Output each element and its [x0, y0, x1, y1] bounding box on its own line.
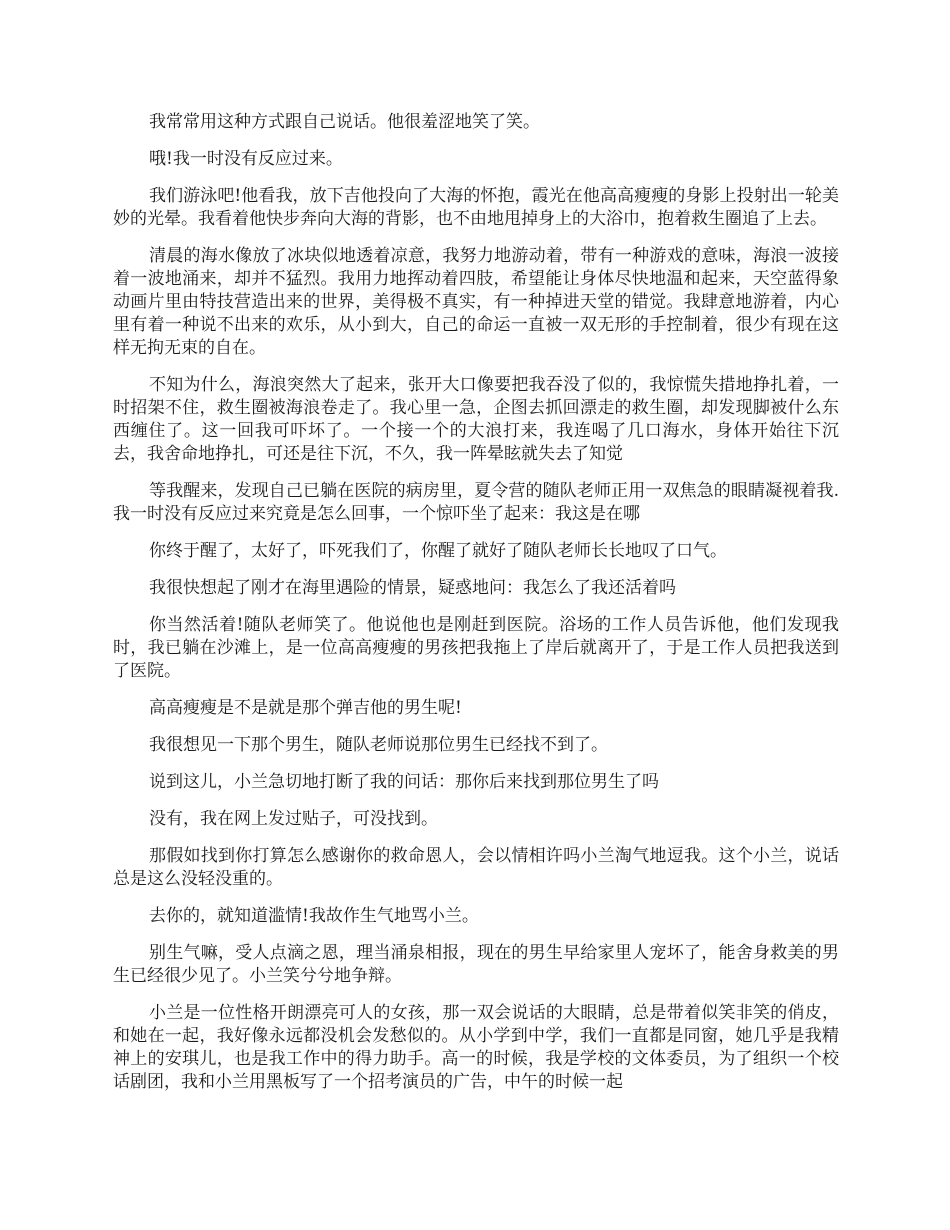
paragraph-8: 我很快想起了刚才在海里遇险的情景，疑惑地问：我怎么了我还活着吗 [149, 578, 676, 598]
document-page [113, 111, 839, 1108]
paragraph-3: 我们游泳吧!他看我，放下吉他投向了大海的怀抱，霞光在他高高瘦瘦的身影上投射出一轮美妙的光晕。我看着他快步奔向大海的背影，也不由地甩掉身上的大浴巾，抱着救生圈追了上去。 [113, 186, 839, 229]
paragraph-1: 我常常用这种方式跟自己说话。他很羞涩地笑了笑。 [149, 112, 540, 132]
paragraph-4: 清晨的海水像放了冰块似地透着凉意，我努力地游动着，带有一种游戏的意味，海浪一波接着一波地涌来，却并不猛烈。我用力地挥动着四肢，希望能让身体尽快地温和起来，天空蓝得象动画片里由特技营造出来的世界，美得极不真实，有一种掉进天堂的错觉。我肆意地游着，内心里有着一种说不出来的欢乐，从小到大，自己的命运一直被一双无形的手控制着，很少有现在这样无拘无束的自在。 [113, 246, 839, 358]
paragraph-6: 等我醒来，发现自己已躺在医院的病房里，夏令营的随队老师正用一双焦急的眼睛凝视着我.我一时没有反应过来究竟是怎么回事，一个惊吓坐了起来：我这是在哪 [113, 481, 839, 524]
paragraph-11: 我很想见一下那个男生，随队老师说那位男生已经找不到了。 [149, 735, 608, 755]
paragraph-9: 你当然活着!随队老师笑了。他说他也是刚赶到医院。浴场的工作人员告诉他，他们发现我时，我已躺在沙滩上，是一位高高瘦瘦的男孩把我拖上了岸后就离开了，于是工作人员把我送到了医院。 [113, 615, 839, 681]
paragraph-10: 高高瘦瘦是不是就是那个弹吉他的男生呢! [149, 698, 462, 718]
paragraph-7: 你终于醒了，太好了，吓死我们了，你醒了就好了随队老师长长地叹了口气。 [149, 541, 727, 561]
paragraph-15: 去你的，就知道滥情!我故作生气地骂小兰。 [149, 906, 479, 926]
paragraph-12: 说到这儿，小兰急切地打断了我的问话：那你后来找到那位男生了吗 [149, 772, 659, 792]
paragraph-14: 那假如找到你打算怎么感谢你的救命恩人，会以情相许吗小兰淘气地逗我。这个小兰，说话总是这么没轻没重的。 [113, 846, 839, 889]
paragraph-5: 不知为什么，海浪突然大了起来，张开大口像要把我吞没了似的，我惊慌失措地挣扎着，一时招架不住，救生圈被海浪卷走了。我心里一急，企图去抓回漂走的救生圈，却发现脚被什么东西缠住了。这一回我可吓坏了。一个接一个的大浪打来，我连喝了几口海水，身体开始往下沉去，我舍命地挣扎，可还是往下沉，不久，我一阵晕眩就失去了知觉 [113, 375, 839, 464]
paragraph-17: 小兰是一位性格开朗漂亮可人的女孩，那一双会说话的大眼睛，总是带着似笑非笑的俏皮，和她在一起，我好像永远都没机会发愁似的。从小学到中学，我们一直都是同窗，她几乎是我精神上的安琪儿，也是我工作中的得力助手。高一的时候，我是学校的文体委员，为了组织一个校话剧团，我和小兰用黑板写了一个招考演员的广告，中午的时候一起 [113, 1003, 839, 1092]
paragraph-16: 别生气嘛，受人点滴之恩，理当涌泉相报，现在的男生早给家里人宠坏了，能舍身救美的男生已经很少见了。小兰笑兮兮地争辩。 [113, 943, 839, 986]
paragraph-13: 没有，我在网上发过贴子，可没找到。 [149, 809, 438, 829]
paragraph-2: 哦!我一时没有反应过来。 [149, 149, 343, 169]
